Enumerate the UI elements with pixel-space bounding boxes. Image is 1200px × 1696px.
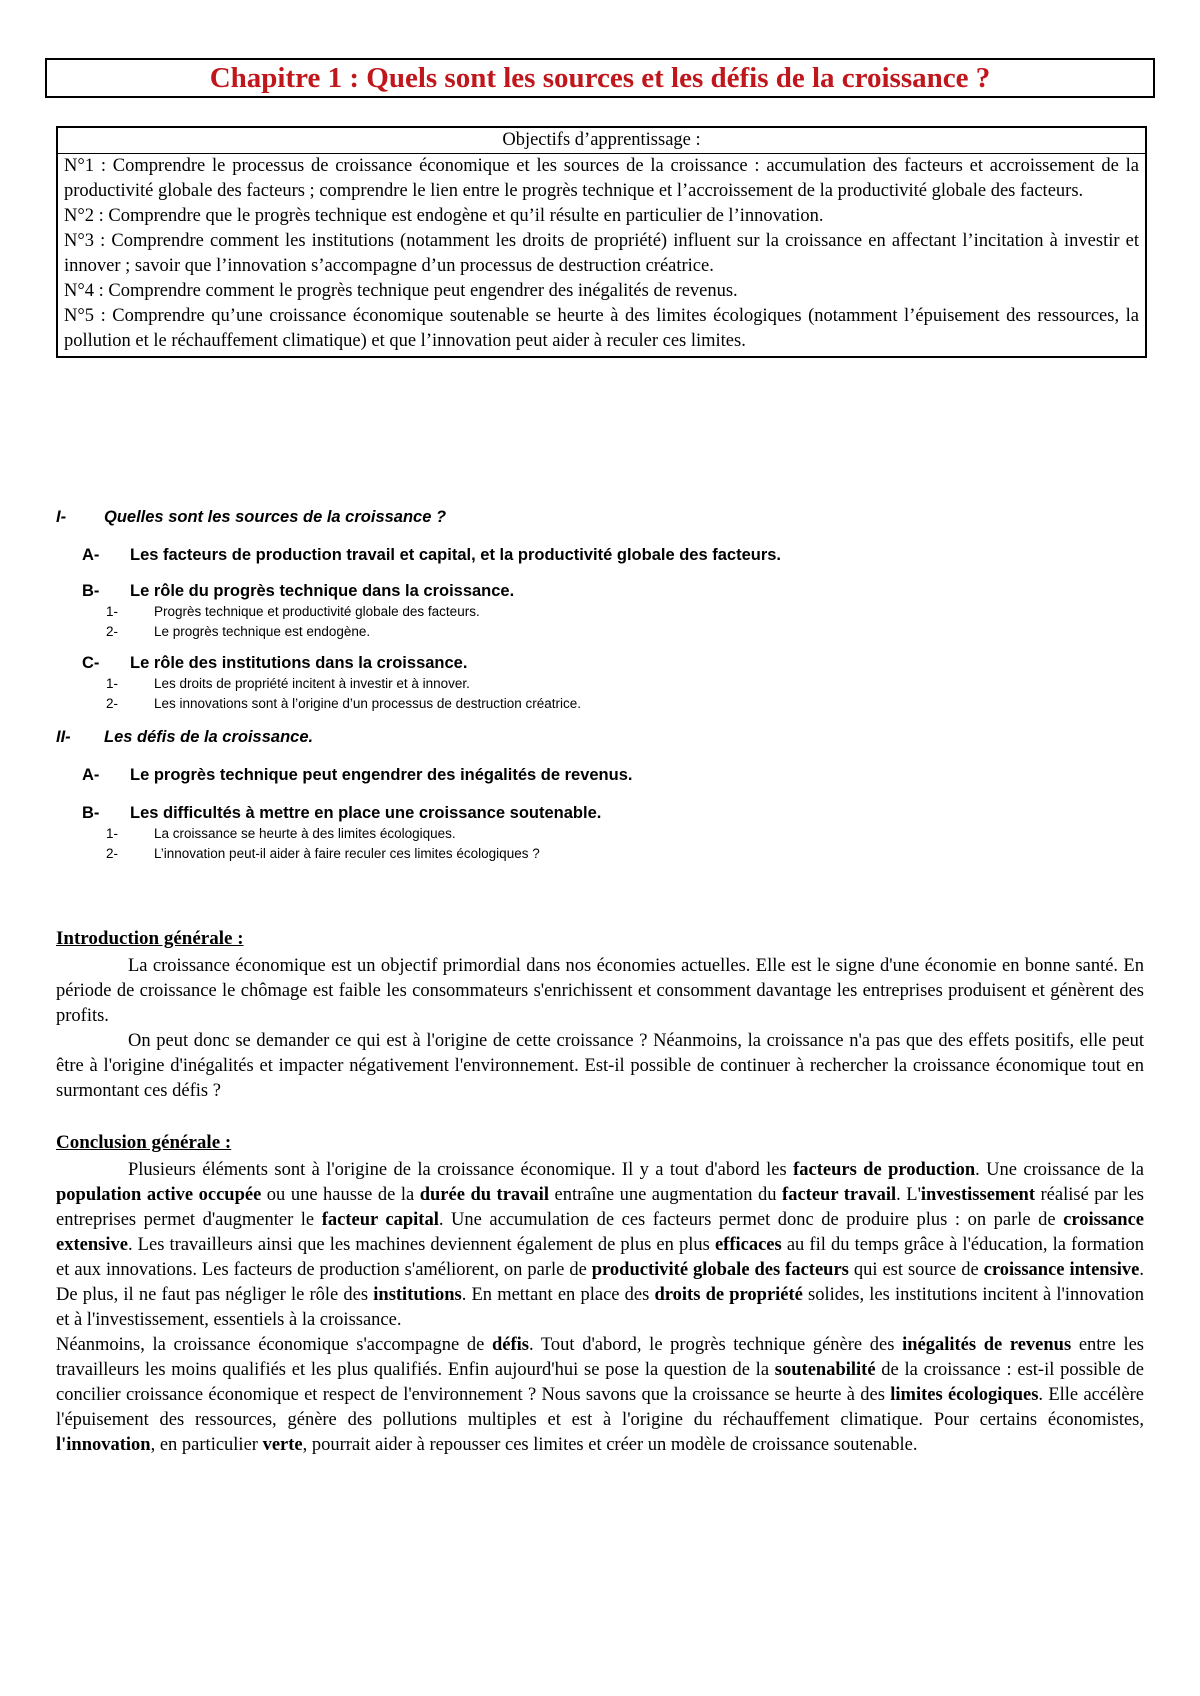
text-run: . Elle accélère l'épuisement des ressources, génère des pollutions multiples et est à l'origine du réchauffement climatique. Pour certains économistes, — [56, 1385, 1145, 1430]
outline-part-2 — [56, 726, 1146, 748]
key-term: facteur capital — [321, 1210, 439, 1230]
outline-label: Les difficultés à mettre en place une croissance soutenable. — [130, 804, 602, 822]
text-run: , pourrait aider à repousser ces limites et créer un modèle de croissance soutenable. — [302, 1435, 918, 1455]
key-term: efficaces — [714, 1235, 782, 1255]
text-run: réalisé par les entreprises permet d'augmenter le — [56, 1185, 1144, 1230]
text-run: ou une hausse de la — [261, 1185, 420, 1205]
outline-label: Progrès technique et productivité globale des facteurs. — [154, 604, 480, 619]
outline-section-1b — [56, 580, 1146, 602]
key-term: limites écologiques — [890, 1385, 1039, 1405]
chapter-outline — [56, 506, 1146, 864]
outline-section-2b — [56, 802, 1146, 824]
outline-label: Le progrès technique est endogène. — [154, 624, 371, 639]
outline-label: Les facteurs de production travail et capital, et la productivité globale des facteurs. — [130, 546, 782, 564]
conclusion-paragraph — [56, 1158, 1144, 1333]
key-term: soutenabilité — [774, 1360, 876, 1380]
outline-number: 2- — [106, 846, 119, 861]
outline-number: 1- — [106, 676, 119, 691]
key-term: population active occupée — [56, 1185, 262, 1205]
key-term: verte — [262, 1435, 303, 1455]
text-run: de la croissance : est-il possible de concilier croissance économique et respect de l'environnement ? Nous savons que la croissance se heurte à des — [56, 1360, 1144, 1405]
outline-number: A- — [82, 546, 100, 564]
key-term: investissement — [920, 1185, 1035, 1205]
chapter-title-box — [45, 58, 1155, 98]
outline-subsection — [56, 694, 1146, 714]
text-run: . En mettant en place des — [461, 1285, 655, 1305]
outline-number: B- — [82, 582, 100, 600]
objectives-box — [56, 126, 1147, 358]
outline-number: 2- — [106, 696, 119, 711]
conclusion-heading: Conclusion générale : — [56, 1132, 232, 1153]
outline-label: Le progrès technique peut engendrer des inégalités de revenus. — [130, 766, 633, 784]
key-term: institutions — [373, 1285, 462, 1305]
introduction-paragraph: La croissance économique est un objectif primordial dans nos économies actuelles. Elle est le signe d'une économie en bonne santé. En période de croissance le chômage est faible les consommateurs s'enrichissent et consomment davantage les entreprises produisent et génèrent des profits. — [56, 956, 1144, 1026]
outline-subsection — [56, 844, 1146, 864]
outline-subsection — [56, 622, 1146, 642]
outline-label: La croissance se heurte à des limites écologiques. — [154, 826, 456, 841]
outline-subsection — [56, 602, 1146, 622]
key-term: défis — [491, 1335, 529, 1355]
text-run: qui est source de — [848, 1260, 984, 1280]
objectives-heading: Objectifs d’apprentissage : — [58, 128, 1145, 154]
outline-part-1 — [56, 506, 1146, 528]
text-run: entraîne une augmentation du — [548, 1185, 783, 1205]
outline-label: Quelles sont les sources de la croissance ? — [104, 508, 447, 526]
outline-label: Le rôle des institutions dans la croissance. — [130, 654, 468, 672]
objective-item: N°3 : Comprendre comment les institutions (notamment les droits de propriété) influent sur la croissance en affectant l’incitation à investir et innover ; savoir que l’innovation s’accompagne d’un processus de destruction créatrice. — [64, 231, 1139, 276]
objective-item: N°5 : Comprendre qu’une croissance économique soutenable se heurte à des limites écologiques (notamment l’épuisement des ressources, la pollution et le réchauffement climatique) et que l’innovation peut aider à reculer ces limites. — [64, 306, 1139, 351]
outline-section-1c — [56, 652, 1146, 674]
outline-number: 1- — [106, 826, 119, 841]
objective-item: N°4 : Comprendre comment le progrès technique peut engendrer des inégalités de revenus. — [64, 281, 738, 301]
text-run: . Une accumulation de ces facteurs permet donc de produire plus : on parle de — [438, 1210, 1064, 1230]
text-run: Néanmoins, la croissance économique s'accompagne de — [56, 1335, 492, 1355]
key-term: inégalités de revenus — [902, 1335, 1072, 1355]
text-run: . Tout d'abord, le progrès technique génère des — [528, 1335, 903, 1355]
introduction-heading: Introduction générale : — [56, 928, 244, 949]
outline-label: Les droits de propriété incitent à investir et à innover. — [154, 676, 470, 691]
outline-label: Les défis de la croissance. — [104, 728, 314, 746]
chapter-title: Chapitre 1 : Quels sont les sources et les défis de la croissance ? — [209, 61, 991, 94]
text-run: , en particulier — [150, 1435, 263, 1455]
text-run: entre les travailleurs les moins qualifiés et les plus qualifiés. Enfin aujourd'hui se pose la question de la — [56, 1335, 1144, 1380]
outline-section-1a — [56, 544, 1146, 566]
key-term: productivité globale des facteurs — [591, 1260, 849, 1280]
outline-subsection — [56, 824, 1146, 844]
outline-number: I- — [56, 508, 67, 526]
introduction-text — [56, 954, 1144, 1104]
text-run: au fil du temps grâce à l'éducation, la formation et aux innovations. Les facteurs de production s'améliorent, on parle de — [56, 1235, 1144, 1280]
objective-item: N°2 : Comprendre que le progrès technique est endogène et qu’il résulte en particulier de l’innovation. — [64, 206, 824, 226]
text-run: . Une croissance de la — [975, 1160, 1144, 1180]
text-run: . De plus, il ne faut pas négliger le rôle des — [56, 1260, 1144, 1305]
key-term: facteurs de production — [793, 1160, 976, 1180]
text-run: . L' — [896, 1185, 921, 1205]
objectives-list — [58, 154, 1145, 356]
outline-number: A- — [82, 766, 100, 784]
text-run: solides, les institutions incitent à l'innovation et à l'investissement, essentiels à la croissance. — [56, 1285, 1144, 1330]
key-term: croissance extensive — [56, 1210, 1144, 1255]
conclusion-text — [56, 1158, 1144, 1458]
key-term: facteur travail — [782, 1185, 897, 1205]
outline-label: Le rôle du progrès technique dans la croissance. — [130, 582, 515, 600]
text-run: . Les travailleurs ainsi que les machines deviennent également de plus en plus — [127, 1235, 715, 1255]
conclusion-paragraph — [56, 1333, 1144, 1458]
key-term: croissance intensive — [983, 1260, 1140, 1280]
key-term: durée du travail — [419, 1185, 549, 1205]
outline-number: II- — [56, 728, 71, 746]
objective-item: N°1 : Comprendre le processus de croissance économique et les sources de la croissance : accumulation des facteurs et accroissement de la productivité globale des facteurs ; comprendre le lien entre le progrès technique et l’accroissement de la productivité globale des facteurs. — [64, 156, 1139, 201]
introduction-paragraph: On peut donc se demander ce qui est à l'origine de cette croissance ? Néanmoins, la croissance n'a pas que des effets positifs, elle peut être à l'origine d'inégalités et impacter négativement l'environnement. Est-il possible de continuer à rechercher la croissance économique tout en surmontant ces défis ? — [56, 1031, 1144, 1101]
outline-number: 2- — [106, 624, 119, 639]
outline-number: 1- — [106, 604, 119, 619]
key-term: droits de propriété — [654, 1285, 803, 1305]
outline-number: C- — [82, 654, 100, 672]
key-term: l'innovation — [56, 1435, 151, 1455]
text-run: Plusieurs éléments sont à l'origine de la croissance économique. Il y a tout d'abord les — [128, 1160, 794, 1180]
outline-label: L’innovation peut-il aider à faire reculer ces limites écologiques ? — [154, 846, 540, 861]
outline-number: B- — [82, 804, 100, 822]
outline-section-2a — [56, 764, 1146, 786]
outline-label: Les innovations sont à l’origine d’un processus de destruction créatrice. — [154, 696, 581, 711]
outline-subsection — [56, 674, 1146, 694]
